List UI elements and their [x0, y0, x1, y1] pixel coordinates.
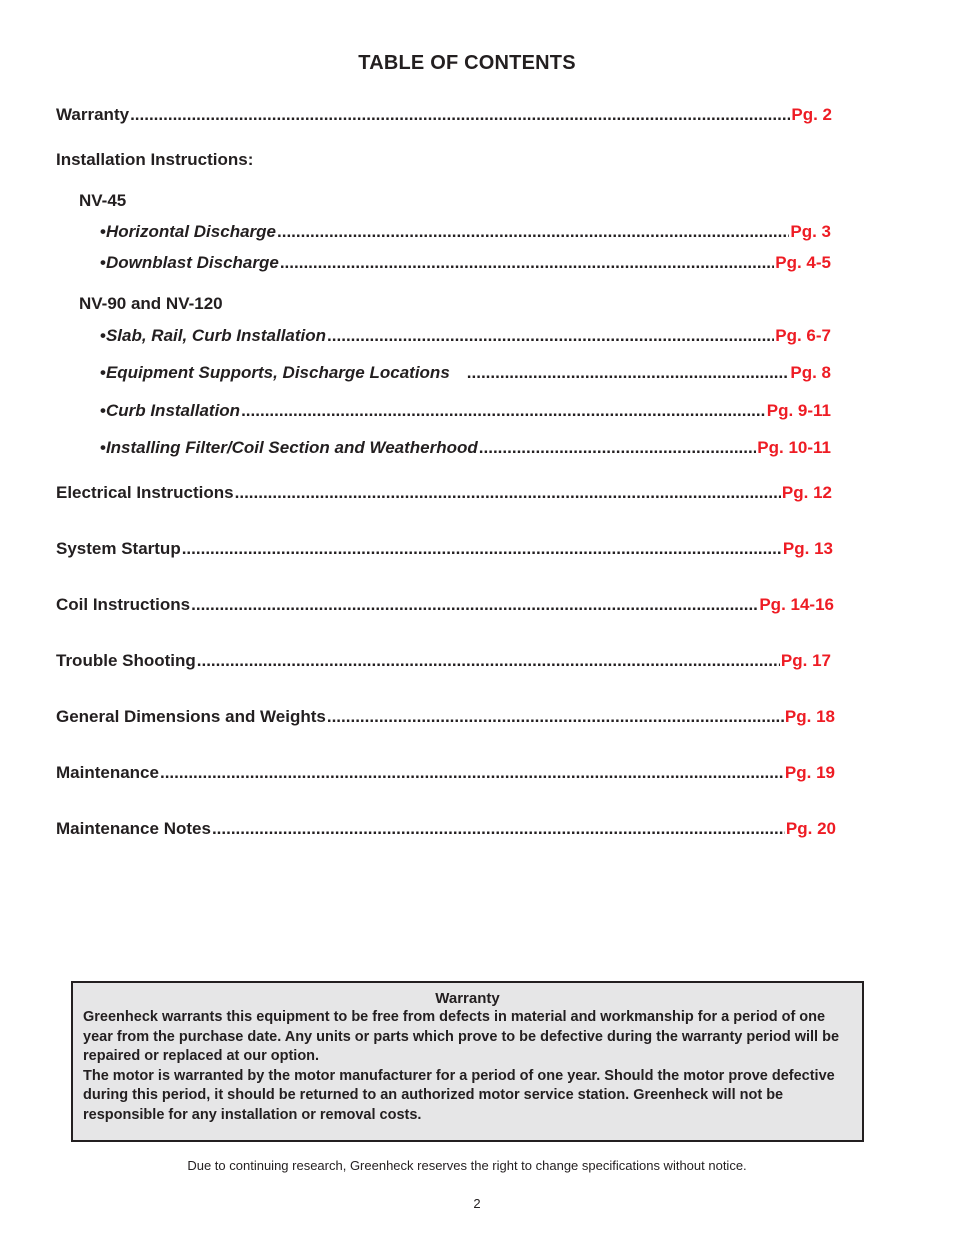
bullet-icon: • [100, 326, 106, 345]
toc-page-ref[interactable]: Pg. 20 [785, 819, 836, 838]
toc-entry-label: Curb Installation [105, 401, 241, 420]
toc-entry-electrical-instructions[interactable] [56, 482, 832, 504]
dot-leader [479, 437, 757, 459]
dot-leader [277, 221, 789, 243]
bullet-icon: • [100, 438, 106, 457]
toc-entry-system-startup[interactable] [56, 538, 833, 560]
toc-entry-slab-rail-curb[interactable] [100, 325, 831, 347]
nv45-heading: NV-45 [79, 191, 127, 210]
toc-entry-label: Trouble Shooting [56, 651, 196, 670]
toc-title: TABLE OF CONTENTS [358, 52, 576, 74]
toc-entry-filter-coil-weatherhood[interactable] [100, 437, 831, 459]
toc-page-ref[interactable]: Pg. 12 [781, 483, 832, 502]
dot-leader [197, 650, 780, 672]
dot-leader [191, 594, 758, 616]
toc-page-ref[interactable]: Pg. 9-11 [766, 401, 831, 420]
toc-entry-curb-installation[interactable] [100, 400, 831, 422]
toc-entry-maintenance[interactable] [56, 762, 835, 784]
dot-leader [327, 325, 774, 347]
page-number: 2 [473, 1196, 481, 1211]
dot-leader [212, 818, 785, 840]
dot-leader [327, 706, 784, 728]
toc-entry-label: Maintenance Notes [56, 819, 211, 838]
bullet-icon: • [100, 222, 106, 241]
toc-page-ref[interactable]: Pg. 14-16 [759, 595, 834, 614]
toc-page-ref[interactable]: Pg. 18 [784, 707, 835, 726]
warranty-box [71, 981, 864, 1142]
toc-page-ref[interactable]: Pg. 10-11 [757, 438, 831, 457]
toc-entry-downblast-discharge[interactable] [100, 252, 831, 274]
footnote: Due to continuing research, Greenheck reserves the right to change specifications without notice. [187, 1158, 747, 1173]
toc-page-ref[interactable]: Pg. 17 [780, 651, 831, 670]
toc-page-ref[interactable]: Pg. 3 [790, 222, 831, 241]
dot-leader [467, 362, 790, 384]
toc-page-ref[interactable]: Pg. 13 [782, 539, 833, 558]
toc-entry-maintenance-notes[interactable] [56, 818, 836, 840]
dot-leader [280, 252, 774, 274]
nv90-heading: NV-90 and NV-120 [79, 294, 223, 313]
bullet-icon: • [100, 253, 106, 272]
toc-entry-label: Horizontal Discharge [105, 222, 276, 241]
toc-entry-warranty[interactable] [56, 104, 832, 126]
dot-leader [160, 762, 784, 784]
toc-entry-equipment-supports[interactable] [100, 362, 831, 384]
installation-heading: Installation Instructions: [56, 150, 254, 169]
toc-entry-coil-instructions[interactable] [56, 594, 834, 616]
toc-entry-horizontal-discharge[interactable] [100, 221, 831, 243]
toc-entry-label: Slab, Rail, Curb Installation [105, 326, 327, 345]
toc-entry-label: Maintenance [56, 763, 159, 782]
toc-page-ref[interactable]: Pg. 19 [784, 763, 835, 782]
dot-leader [241, 400, 766, 422]
toc-entry-label: General Dimensions and Weights [56, 707, 326, 726]
toc-entry-label: Equipment Supports, Discharge Locations [105, 363, 450, 382]
toc-entry-label: Downblast Discharge [105, 253, 279, 272]
toc-page-ref[interactable]: Pg. 2 [791, 105, 832, 124]
toc-entry-label: Electrical Instructions [56, 483, 234, 502]
warranty-box-title: Warranty [435, 990, 500, 1007]
dot-leader [130, 104, 790, 126]
dot-leader [235, 482, 781, 504]
toc-entry-label: Warranty [56, 105, 130, 124]
toc-entry-label: Installing Filter/Coil Section and Weatherhood [105, 438, 478, 457]
bullet-icon: • [100, 401, 106, 420]
warranty-paragraph: Greenheck warrants this equipment to be free from defects in material and workmanship for a period of one year from the purchase date. Any units or parts which prove to be defective during the warranty period will be repaired or replaced at our option. [83, 1009, 840, 1064]
warranty-paragraph: The motor is warranted by the motor manufacturer for a period of one year. Should the motor prove defective during this period, it should be returned to an authorized motor service station. Greenheck will not be responsible for any installation or removal costs. [83, 1067, 835, 1123]
toc-entry-label: System Startup [56, 539, 181, 558]
toc-entry-label: Coil Instructions [56, 595, 191, 614]
bullet-icon: • [100, 363, 106, 382]
toc-page-ref[interactable]: Pg. 8 [790, 363, 831, 382]
toc-entry-general-dimensions[interactable] [56, 706, 835, 728]
toc-entry-trouble-shooting[interactable] [56, 650, 831, 672]
toc-page-ref[interactable]: Pg. 6-7 [775, 326, 831, 345]
dot-leader [182, 538, 782, 560]
toc-page-ref[interactable]: Pg. 4-5 [775, 253, 831, 272]
